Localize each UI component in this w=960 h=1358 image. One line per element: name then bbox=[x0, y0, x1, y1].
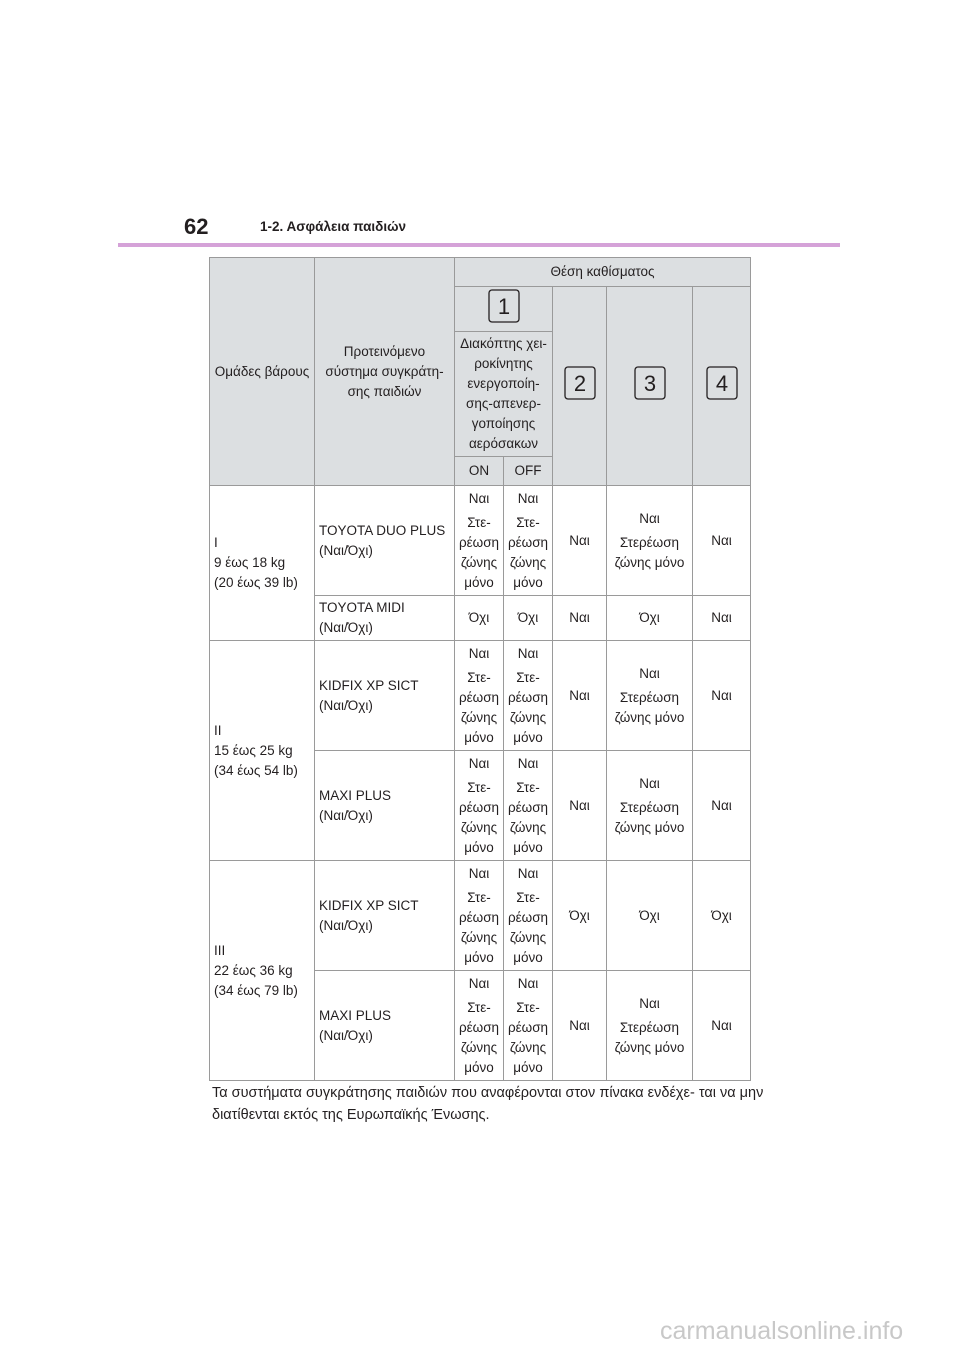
header-rule bbox=[118, 243, 840, 247]
seat3-cell: Ναι Στερέωση ζώνης μόνο bbox=[607, 641, 693, 751]
seat1-on-cell: Ναι Στε- ρέωση ζώνης μόνο bbox=[455, 861, 504, 971]
airbag-off-label: OFF bbox=[504, 457, 553, 486]
seat1-on-cell: Ναι Στε- ρέωση ζώνης μόνο bbox=[455, 641, 504, 751]
seat2-cell: Ναι bbox=[553, 641, 607, 751]
recommended-system-cell: MAXI PLUS (Ναι/Όχι) bbox=[315, 751, 455, 861]
seat4-cell: Ναι bbox=[693, 971, 751, 1081]
seat2-cell: Ναι bbox=[553, 596, 607, 641]
seat3-cell: Όχι bbox=[607, 861, 693, 971]
seat1-on-cell: Ναι Στε- ρέωση ζώνης μόνο bbox=[455, 971, 504, 1081]
svg-text:2: 2 bbox=[573, 371, 586, 396]
seat4-cell: Ναι bbox=[693, 486, 751, 596]
weight-group-cell: III 22 έως 36 kg (34 έως 79 lb) bbox=[210, 861, 315, 1081]
seat4-cell: Ναι bbox=[693, 596, 751, 641]
recommended-system-cell: TOYOTA MIDI (Ναι/Όχι) bbox=[315, 596, 455, 641]
seat3-cell: Ναι Στερέωση ζώνης μόνο bbox=[607, 486, 693, 596]
recommended-system-cell: KIDFIX XP SICT (Ναι/Όχι) bbox=[315, 861, 455, 971]
seat-position-1-icon bbox=[455, 287, 553, 332]
seat4-cell: Ναι bbox=[693, 751, 751, 861]
svg-text:4: 4 bbox=[715, 371, 728, 396]
seat1-off-cell: Ναι Στε- ρέωση ζώνης μόνο bbox=[504, 861, 553, 971]
page-number: 62 bbox=[184, 214, 209, 239]
seat1-off-cell: Ναι Στε- ρέωση ζώνης μόνο bbox=[504, 971, 553, 1081]
header-seat-position: Θέση καθίσματος bbox=[455, 258, 751, 287]
seat-position-3-icon bbox=[607, 287, 693, 486]
recommended-system-cell: KIDFIX XP SICT (Ναι/Όχι) bbox=[315, 641, 455, 751]
availability-note: Τα συστήματα συγκράτησης παιδιών που αναφέρονται στον πίνακα ενδέχε- ται να μην διατίθενται εκτός της Ευρωπαϊκής Ένωσης. bbox=[212, 1085, 764, 1123]
svg-text:3: 3 bbox=[643, 371, 656, 396]
table-row bbox=[210, 861, 751, 971]
seat1-on-cell: Ναι Στε- ρέωση ζώνης μόνο bbox=[455, 751, 504, 861]
seat3-cell: Ναι Στερέωση ζώνης μόνο bbox=[607, 971, 693, 1081]
watermark: carmanualsonline.info bbox=[660, 1317, 904, 1345]
seat3-cell: Όχι bbox=[607, 596, 693, 641]
seat1-on-cell: Ναι Στε- ρέωση ζώνης μόνο bbox=[455, 486, 504, 596]
header-recommended-system: Προτεινόμενο σύστημα συγκράτη- σης παιδιών bbox=[315, 258, 455, 486]
weight-group-cell: II 15 έως 25 kg (34 έως 54 lb) bbox=[210, 641, 315, 861]
seat-compatibility-table bbox=[209, 257, 751, 1081]
weight-group-cell: I 9 έως 18 kg (20 έως 39 lb) bbox=[210, 486, 315, 641]
table-row bbox=[210, 486, 751, 596]
seat-position-4-icon bbox=[693, 287, 751, 486]
seat1-off-cell: Όχι bbox=[504, 596, 553, 641]
seat1-off-cell: Ναι Στε- ρέωση ζώνης μόνο bbox=[504, 641, 553, 751]
header-weight-group: Ομάδες βάρους bbox=[210, 258, 315, 486]
seat4-cell: Όχι bbox=[693, 861, 751, 971]
seat3-cell: Ναι Στερέωση ζώνης μόνο bbox=[607, 751, 693, 861]
recommended-system-cell: TOYOTA DUO PLUS (Ναι/Όχι) bbox=[315, 486, 455, 596]
svg-text:1: 1 bbox=[497, 294, 510, 319]
seat1-off-cell: Ναι Στε- ρέωση ζώνης μόνο bbox=[504, 486, 553, 596]
seat2-cell: Ναι bbox=[553, 971, 607, 1081]
seat2-cell: Ναι bbox=[553, 486, 607, 596]
table-body bbox=[210, 486, 751, 1081]
seat-position-2-icon bbox=[553, 287, 607, 486]
airbag-on-label: ON bbox=[455, 457, 504, 486]
seat2-cell: Ναι bbox=[553, 751, 607, 861]
section-title: 1-2. Ασφάλεια παιδιών bbox=[260, 219, 407, 234]
seat4-cell: Ναι bbox=[693, 641, 751, 751]
table-row bbox=[210, 641, 751, 751]
airbag-switch-label: Διακόπτης χει- ροκίνητης ενεργοποίη- σης-απενερ- γοποίησης αερόσακων bbox=[455, 332, 553, 457]
recommended-system-cell: MAXI PLUS (Ναι/Όχι) bbox=[315, 971, 455, 1081]
seat2-cell: Όχι bbox=[553, 861, 607, 971]
seat1-on-cell: Όχι bbox=[455, 596, 504, 641]
seat1-off-cell: Ναι Στε- ρέωση ζώνης μόνο bbox=[504, 751, 553, 861]
